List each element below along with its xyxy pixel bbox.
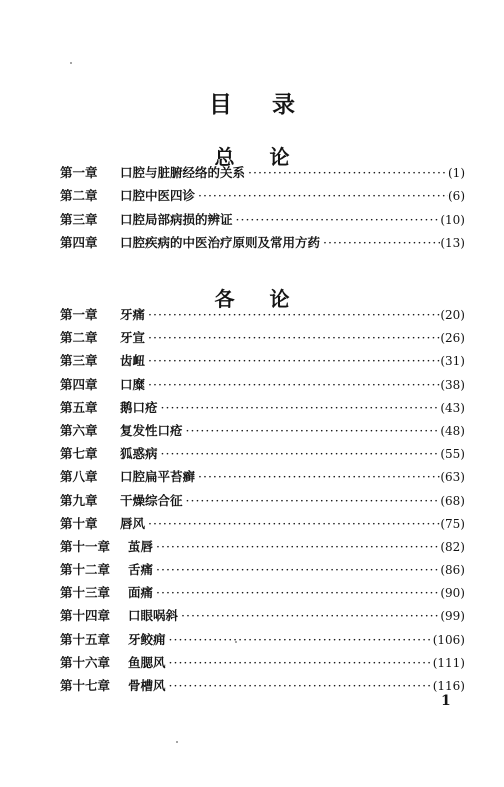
- section-title-specific: 各 论: [214, 287, 304, 311]
- page-reference: (68): [440, 493, 465, 508]
- chapter-title: 牙痛: [120, 307, 146, 322]
- chapter-title: 口腔疾病的中医治疗原则及常用方药: [120, 235, 321, 251]
- toc-entry[interactable]: [60, 583, 465, 606]
- scan-speck: [176, 741, 178, 743]
- page-reference: (55): [440, 447, 465, 462]
- page-reference: (43): [440, 400, 465, 415]
- toc-entry[interactable]: [60, 233, 465, 256]
- chapter-title: 齿衄: [120, 353, 146, 369]
- dot-leader: [166, 655, 433, 670]
- chapter-title: 牙鲛痈: [128, 631, 166, 647]
- chapter-title: 唇风: [120, 515, 146, 531]
- toc-entry[interactable]: [60, 328, 465, 351]
- page-reference: (38): [440, 377, 465, 392]
- toc-specific: [60, 305, 465, 699]
- dot-leader: [178, 608, 440, 623]
- chapter-title: 口腔与脏腑经络的关系: [120, 165, 246, 180]
- chapter-title: 口腔中医四诊: [120, 188, 196, 204]
- toc-entry[interactable]: [60, 676, 465, 699]
- chapter-title: 狐惑病: [120, 446, 158, 462]
- chapter-number: 第十三章: [60, 585, 111, 601]
- dot-leader: [145, 353, 440, 368]
- chapter-number: 第十二章: [60, 562, 111, 578]
- toc-entry[interactable]: [60, 467, 465, 490]
- page-reference: (31): [440, 354, 465, 369]
- chapter-number: 第五章: [60, 399, 98, 415]
- page-reference: (63): [440, 470, 465, 485]
- toc-entry[interactable]: [60, 491, 465, 514]
- toc-entry[interactable]: [60, 630, 465, 653]
- toc-entry[interactable]: [60, 210, 465, 233]
- toc-entry[interactable]: [60, 560, 465, 583]
- toc-entry[interactable]: [60, 537, 465, 560]
- chapter-number: 第三章: [60, 211, 98, 227]
- dot-leader: [153, 585, 440, 600]
- chapter-title: 舌痛: [128, 562, 154, 578]
- chapter-number: 第四章: [60, 235, 98, 251]
- page-reference: (6): [448, 189, 465, 204]
- chapter-number: 第十章: [60, 515, 98, 531]
- page-reference: (111): [432, 655, 465, 670]
- dot-leader: [233, 212, 441, 227]
- page-reference: (20): [440, 308, 465, 322]
- chapter-title: 复发性口疮: [120, 422, 183, 438]
- page-reference: (10): [440, 212, 465, 227]
- dot-leader: [145, 516, 440, 531]
- page-reference: (1): [448, 166, 465, 180]
- dot-leader: [183, 423, 441, 438]
- page-reference: (26): [440, 331, 465, 346]
- chapter-title: 口腔扁平苔癣: [120, 469, 196, 485]
- dot-leader: [153, 562, 440, 577]
- chapter-number: 第八章: [60, 469, 98, 485]
- toc-entry[interactable]: [60, 514, 465, 537]
- page-reference: (82): [440, 539, 465, 554]
- toc-entry[interactable]: [60, 375, 465, 398]
- dot-leader: [320, 235, 440, 250]
- dot-leader: [153, 539, 440, 554]
- page-reference: (48): [440, 423, 465, 438]
- toc-entry[interactable]: [60, 421, 465, 444]
- page-reference: (106): [432, 632, 465, 647]
- toc-entry[interactable]: [60, 305, 465, 328]
- chapter-number: 第一章: [60, 307, 98, 322]
- toc-entry[interactable]: [60, 163, 465, 186]
- chapter-number: 第一章: [60, 165, 98, 180]
- chapter-number: 第十五章: [60, 631, 111, 647]
- chapter-title: 牙宣: [120, 330, 146, 346]
- dot-leader: [166, 632, 433, 647]
- chapter-number: 第四章: [60, 376, 98, 392]
- chapter-number: 第二章: [60, 188, 98, 204]
- dot-leader: [145, 307, 440, 322]
- dot-leader: [195, 469, 440, 484]
- chapter-number: 第三章: [60, 353, 98, 369]
- scan-speck: [70, 62, 72, 64]
- chapter-title: 面痛: [128, 585, 154, 601]
- chapter-title: 口腔局部病损的辨证: [120, 211, 233, 227]
- chapter-title: 干燥综合征: [120, 492, 183, 508]
- chapter-number: 第十六章: [60, 654, 111, 670]
- toc-entry[interactable]: [60, 186, 465, 209]
- page-reference: (99): [440, 609, 465, 624]
- page-reference: (75): [440, 516, 465, 531]
- toc-entry[interactable]: [60, 398, 465, 421]
- chapter-number: 第十一章: [60, 538, 111, 554]
- dot-leader: [145, 330, 440, 345]
- page-reference: (90): [440, 586, 465, 601]
- dot-leader: [158, 400, 441, 415]
- chapter-number: 第六章: [60, 422, 98, 438]
- dot-leader: [166, 678, 433, 693]
- toc-entry[interactable]: [60, 606, 465, 629]
- chapter-title: 骨槽风: [128, 678, 166, 693]
- toc-entry[interactable]: [60, 444, 465, 467]
- page-number: 1: [441, 693, 451, 709]
- section-title-general: 总 论: [214, 145, 304, 169]
- dot-leader: [158, 446, 441, 461]
- page-reference: (13): [440, 236, 465, 251]
- dot-leader: [245, 165, 448, 180]
- dot-leader: [195, 188, 448, 203]
- page-reference: (116): [432, 679, 465, 693]
- toc-general: [60, 163, 465, 257]
- chapter-title: 鹅口疮: [120, 399, 158, 415]
- chapter-number: 第九章: [60, 492, 98, 508]
- chapter-number: 第十四章: [60, 608, 111, 624]
- dot-leader: [183, 493, 441, 508]
- page-reference: (86): [440, 563, 465, 578]
- chapter-title: 口眼㖞斜: [128, 608, 179, 624]
- dot-leader: [145, 377, 440, 392]
- chapter-title: 茧唇: [128, 538, 154, 554]
- chapter-number: 第十七章: [60, 678, 111, 693]
- chapter-title: 口糜: [120, 376, 146, 392]
- chapter-number: 第二章: [60, 330, 98, 346]
- toc-entry[interactable]: [60, 351, 465, 374]
- toc-entry[interactable]: [60, 653, 465, 676]
- page-title: 目 录: [208, 91, 311, 118]
- chapter-title: 鱼腮风: [128, 654, 166, 670]
- chapter-number: 第七章: [60, 446, 98, 462]
- scan-speck: [235, 641, 237, 643]
